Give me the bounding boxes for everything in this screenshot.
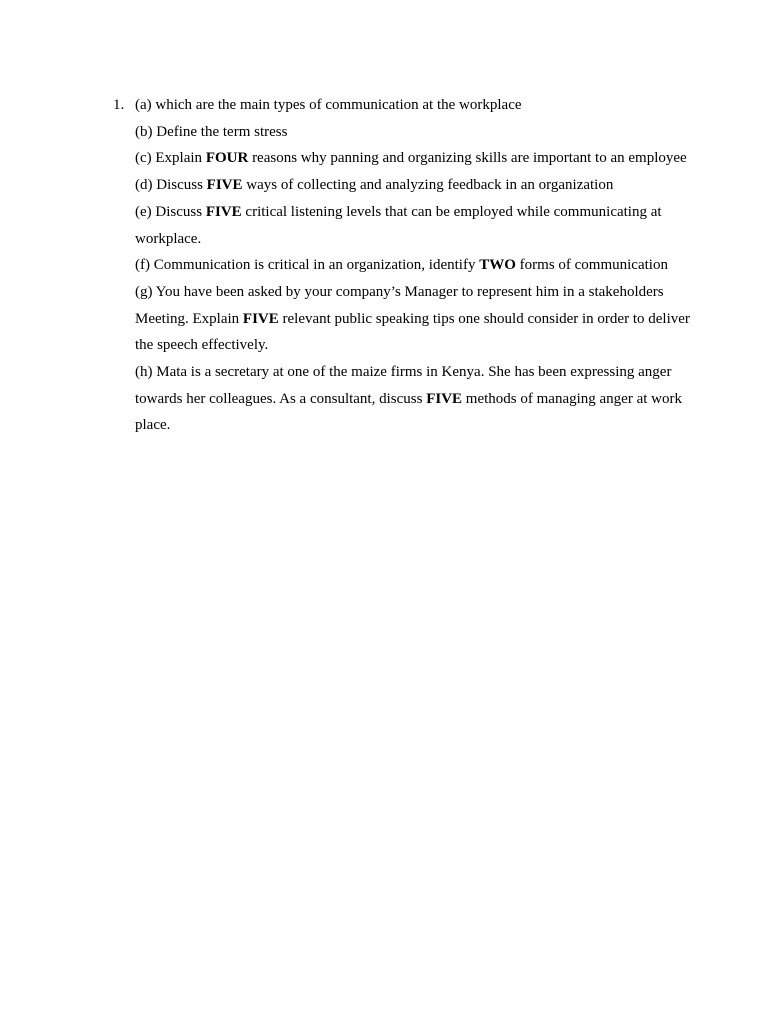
question-number: 1. — [113, 97, 125, 113]
sub-question-b — [135, 119, 693, 146]
emphasis-count: FIVE — [242, 310, 279, 327]
question-text: reasons why panning and organizing skills are important to an employee — [248, 150, 687, 167]
question-list — [113, 92, 693, 439]
emphasis-count: FIVE — [205, 203, 242, 220]
sub-question-f — [135, 252, 693, 279]
emphasis-count: FOUR — [205, 150, 249, 167]
sub-question-h — [135, 359, 693, 439]
question-text: (c) Explain — [135, 150, 206, 167]
question-text: ways of collecting and analyzing feedback in an organization — [242, 177, 614, 194]
sub-question-c — [135, 145, 693, 172]
question-text: (b) Define the term stress — [135, 123, 288, 140]
question-text: critical listening levels that can be employed while communicating at workplace. — [135, 203, 662, 247]
question-text: (g) You have been asked by your company’s Manager to represent him in a stakeholders Meeting. Explain — [135, 283, 664, 327]
question-text: forms of communication — [515, 257, 668, 274]
emphasis-count: FIVE — [206, 177, 243, 194]
question-text: relevant public speaking tips one should consider in order to deliver the speech effectively. — [135, 310, 690, 354]
sub-question-a — [135, 92, 693, 119]
question-text: (h) Mata is a secretary at one of the maize firms in Kenya. She has been expressing anger towards her colleagues. As a consultant, discuss — [135, 364, 672, 407]
emphasis-count: TWO — [479, 257, 516, 274]
sub-question-e — [135, 199, 693, 252]
question-text: (d) Discuss — [135, 177, 207, 194]
question-text: methods of managing anger at work place. — [135, 390, 682, 434]
question-text: (a) which are the main types of communication at the workplace — [135, 97, 522, 113]
question-body — [135, 92, 693, 439]
question-text: (f) Communication is critical in an organization, identify — [135, 257, 480, 274]
sub-question-d — [135, 172, 693, 199]
emphasis-count: FIVE — [426, 390, 463, 407]
question-text: (e) Discuss — [135, 203, 206, 220]
sub-question-g — [135, 279, 693, 359]
